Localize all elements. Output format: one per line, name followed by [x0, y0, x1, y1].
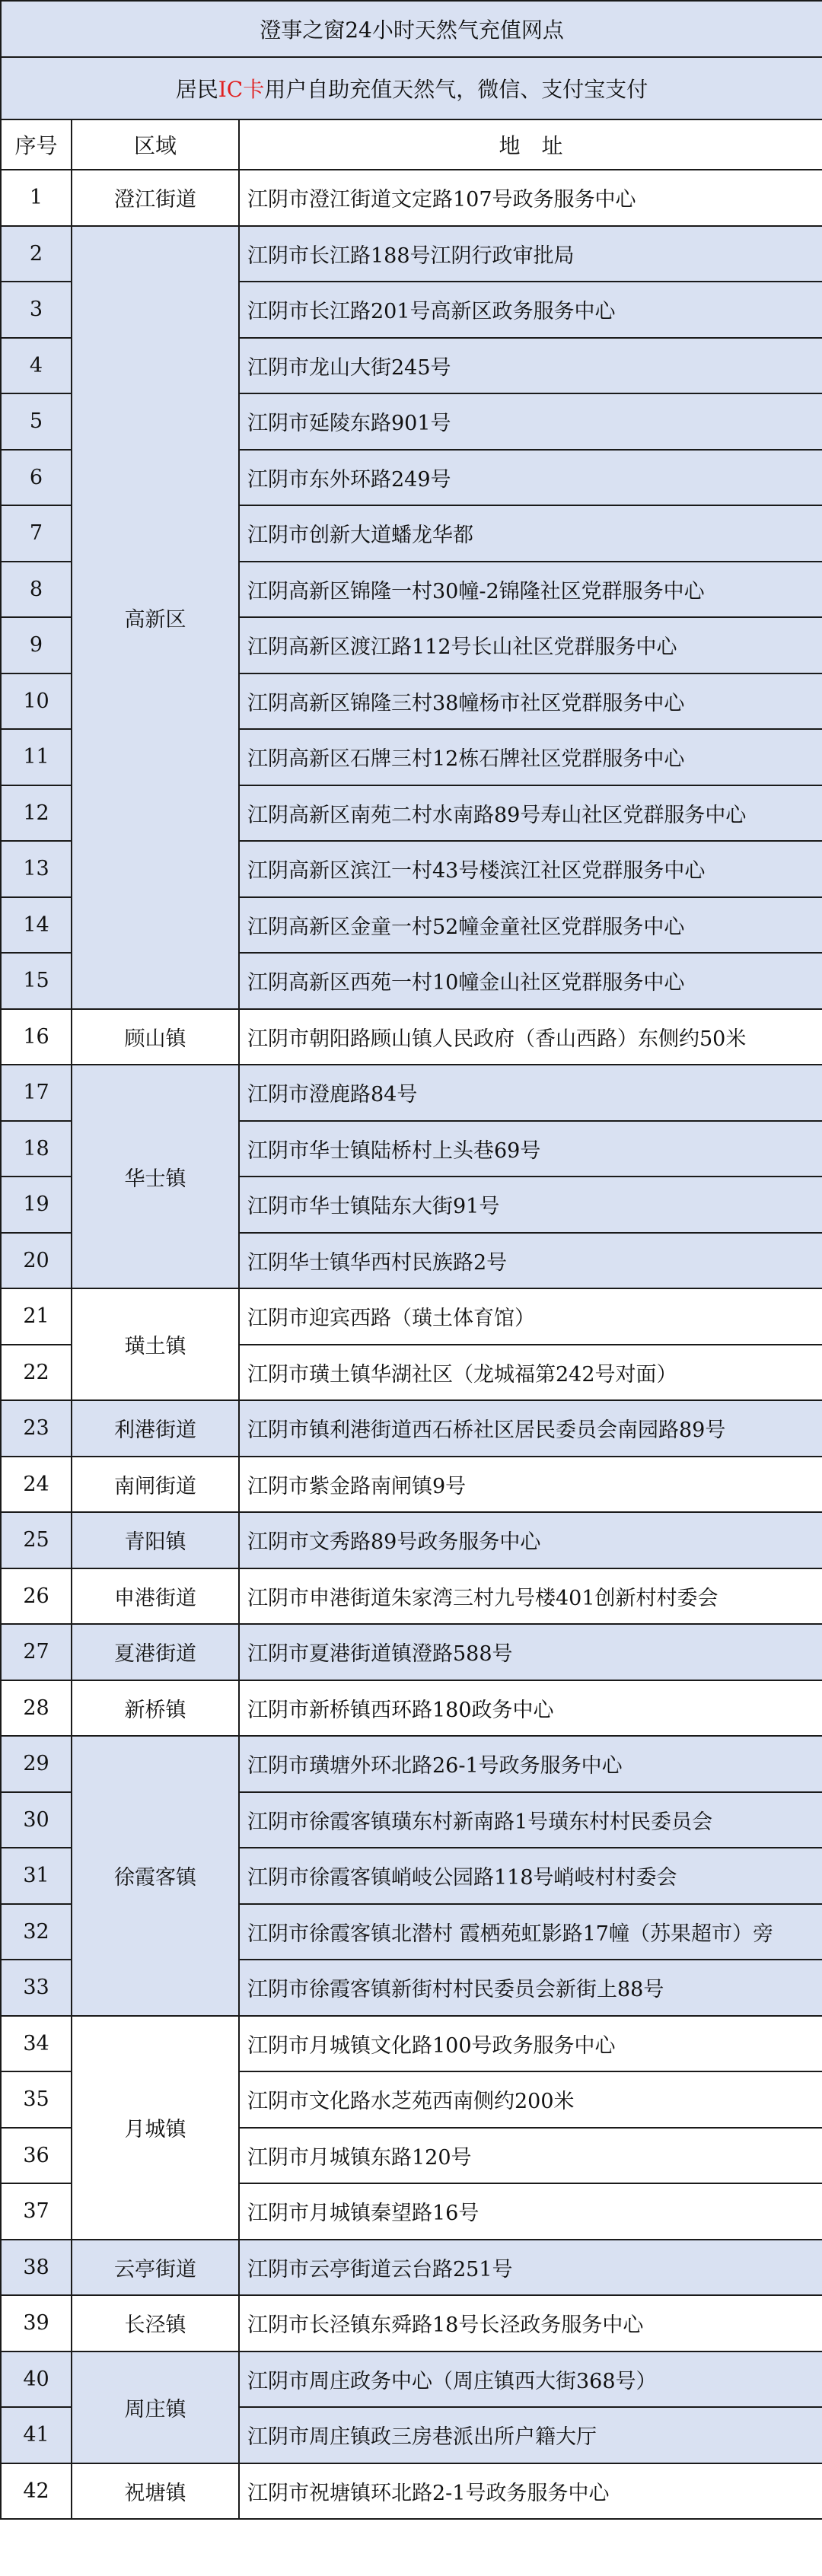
row-seq: 14 — [1, 897, 72, 954]
row-address: 江阴市长江路188号江阴行政审批局 — [239, 226, 822, 282]
row-seq: 28 — [1, 1680, 72, 1737]
row-area: 顾山镇 — [72, 1009, 239, 1065]
page-title: 澄事之窗24小时天然气充值网点 — [1, 1, 822, 57]
row-area: 云亭街道 — [72, 2240, 239, 2296]
row-seq: 21 — [1, 1288, 72, 1345]
table-row — [1, 2463, 822, 2520]
row-seq: 8 — [1, 562, 72, 618]
row-seq: 29 — [1, 1736, 72, 1792]
row-address: 江阴市东外环路249号 — [239, 450, 822, 506]
row-area: 高新区 — [72, 226, 239, 1009]
table-row — [1, 1288, 822, 1345]
row-seq: 31 — [1, 1848, 72, 1904]
table-row — [1, 2240, 822, 2296]
row-area: 澄江街道 — [72, 170, 239, 226]
row-seq: 1 — [1, 170, 72, 226]
row-seq: 9 — [1, 617, 72, 673]
table-row — [1, 170, 822, 226]
row-address: 江阴市华士镇陆东大街91号 — [239, 1177, 822, 1233]
row-area: 祝塘镇 — [72, 2463, 239, 2520]
row-address: 江阴市紫金路南闸镇9号 — [239, 1457, 822, 1513]
row-address: 江阴市文化路水芝苑西南侧约200米 — [239, 2071, 822, 2128]
row-seq: 33 — [1, 1960, 72, 2016]
subtitle-suffix: 用户自助充值天然气，微信、支付宝支付 — [264, 77, 648, 102]
header-area: 区域 — [72, 119, 239, 170]
row-address: 江阴市华士镇陆桥村上头巷69号 — [239, 1121, 822, 1177]
row-seq: 41 — [1, 2407, 72, 2463]
row-area: 青阳镇 — [72, 1512, 239, 1568]
row-area: 长泾镇 — [72, 2295, 239, 2352]
table-row — [1, 1009, 822, 1065]
row-area: 申港街道 — [72, 1568, 239, 1625]
row-seq: 7 — [1, 505, 72, 562]
row-address: 江阴市朝阳路顾山镇人民政府（香山西路）东侧约50米 — [239, 1009, 822, 1065]
row-address: 江阴高新区金童一村52幢金童社区党群服务中心 — [239, 897, 822, 954]
row-seq: 3 — [1, 282, 72, 338]
row-seq: 32 — [1, 1904, 72, 1960]
row-area: 华士镇 — [72, 1065, 239, 1288]
table-row — [1, 2295, 822, 2352]
row-address: 江阴市徐霞客镇新街村村民委员会新街上88号 — [239, 1960, 822, 2016]
row-seq: 2 — [1, 226, 72, 282]
row-seq: 40 — [1, 2352, 72, 2408]
subtitle-row — [1, 57, 822, 119]
row-seq: 5 — [1, 393, 72, 450]
row-seq: 17 — [1, 1065, 72, 1121]
table-row — [1, 1680, 822, 1737]
row-address: 江阴市璜土镇华湖社区（龙城福第242号对面） — [239, 1345, 822, 1401]
header-seq: 序号 — [1, 119, 72, 170]
row-address: 江阴市新桥镇西环路180政务中心 — [239, 1680, 822, 1737]
row-seq: 16 — [1, 1009, 72, 1065]
table-row — [1, 226, 822, 282]
row-seq: 23 — [1, 1400, 72, 1457]
row-seq: 37 — [1, 2183, 72, 2240]
row-seq: 27 — [1, 1624, 72, 1680]
row-seq: 13 — [1, 841, 72, 897]
row-address: 江阴高新区西苑一村10幢金山社区党群服务中心 — [239, 953, 822, 1009]
row-address: 江阴市周庄政务中心（周庄镇西大街368号） — [239, 2352, 822, 2408]
row-address: 江阴市璜塘外环北路26-1号政务服务中心 — [239, 1736, 822, 1792]
row-seq: 30 — [1, 1792, 72, 1848]
table-row — [1, 1512, 822, 1568]
row-address: 江阴市创新大道蟠龙华都 — [239, 505, 822, 562]
table-row — [1, 2016, 822, 2072]
row-address: 江阴市徐霞客镇峭岐公园路118号峭岐村村委会 — [239, 1848, 822, 1904]
row-area: 利港街道 — [72, 1400, 239, 1457]
row-seq: 36 — [1, 2128, 72, 2184]
header-row — [1, 119, 822, 170]
table-row — [1, 1400, 822, 1457]
row-address: 江阴高新区石牌三村12栋石牌社区党群服务中心 — [239, 729, 822, 785]
row-address: 江阴市澄鹿路84号 — [239, 1065, 822, 1121]
row-seq: 34 — [1, 2016, 72, 2072]
row-address: 江阴市徐霞客镇北潜村 霞栖苑虹影路17幢（苏果超市）旁 — [239, 1904, 822, 1960]
row-seq: 35 — [1, 2071, 72, 2128]
table-row — [1, 1736, 822, 1792]
row-seq: 4 — [1, 338, 72, 394]
title-row — [1, 1, 822, 57]
row-seq: 11 — [1, 729, 72, 785]
row-address: 江阴高新区锦隆三村38幢杨市社区党群服务中心 — [239, 673, 822, 730]
row-address: 江阴市云亭街道云台路251号 — [239, 2240, 822, 2296]
row-address: 江阴高新区渡江路112号长山社区党群服务中心 — [239, 617, 822, 673]
row-area: 新桥镇 — [72, 1680, 239, 1737]
row-address: 江阴市龙山大街245号 — [239, 338, 822, 394]
row-address: 江阴高新区南苑二村水南路89号寿山社区党群服务中心 — [239, 785, 822, 842]
table-row — [1, 1624, 822, 1680]
row-seq: 38 — [1, 2240, 72, 2296]
row-seq: 12 — [1, 785, 72, 842]
row-seq: 42 — [1, 2463, 72, 2520]
header-address: 地 址 — [239, 119, 822, 170]
row-address: 江阴市夏港街道镇澄路588号 — [239, 1624, 822, 1680]
table-row — [1, 2352, 822, 2408]
row-seq: 6 — [1, 450, 72, 506]
page-subtitle — [1, 57, 822, 119]
row-address: 江阴高新区锦隆一村30幢-2锦隆社区党群服务中心 — [239, 562, 822, 618]
row-address: 江阴市长泾镇东舜路18号长泾政务服务中心 — [239, 2295, 822, 2352]
row-seq: 22 — [1, 1345, 72, 1401]
row-address: 江阴市祝塘镇环北路2-1号政务服务中心 — [239, 2463, 822, 2520]
row-seq: 15 — [1, 953, 72, 1009]
row-seq: 39 — [1, 2295, 72, 2352]
row-address: 江阴高新区滨江一村43号楼滨江社区党群服务中心 — [239, 841, 822, 897]
row-area: 夏港街道 — [72, 1624, 239, 1680]
row-address: 江阴市月城镇文化路100号政务服务中心 — [239, 2016, 822, 2072]
row-seq: 26 — [1, 1568, 72, 1625]
row-area: 南闸街道 — [72, 1457, 239, 1513]
subtitle-highlight: IC卡 — [218, 77, 265, 102]
row-area: 月城镇 — [72, 2016, 239, 2240]
row-address: 江阴华士镇华西村民族路2号 — [239, 1233, 822, 1289]
row-area: 周庄镇 — [72, 2352, 239, 2463]
row-area: 徐霞客镇 — [72, 1736, 239, 2016]
row-seq: 25 — [1, 1512, 72, 1568]
row-address: 江阴市申港街道朱家湾三村九号楼401创新村村委会 — [239, 1568, 822, 1625]
row-area: 璜土镇 — [72, 1288, 239, 1400]
subtitle-prefix: 居民 — [175, 77, 218, 102]
row-seq: 24 — [1, 1457, 72, 1513]
row-address: 江阴市文秀路89号政务服务中心 — [239, 1512, 822, 1568]
row-address: 江阴市月城镇秦望路16号 — [239, 2183, 822, 2240]
table-row — [1, 1457, 822, 1513]
table-row — [1, 1568, 822, 1625]
row-seq: 20 — [1, 1233, 72, 1289]
row-address: 江阴市周庄镇政三房巷派出所户籍大厅 — [239, 2407, 822, 2463]
row-address: 江阴市澄江街道文定路107号政务服务中心 — [239, 170, 822, 226]
row-address: 江阴市月城镇东路120号 — [239, 2128, 822, 2184]
row-address: 江阴市镇利港街道西石桥社区居民委员会南园路89号 — [239, 1400, 822, 1457]
row-seq: 18 — [1, 1121, 72, 1177]
table-row — [1, 1065, 822, 1121]
row-address: 江阴市延陵东路901号 — [239, 393, 822, 450]
row-address: 江阴市迎宾西路（璜土体育馆） — [239, 1288, 822, 1345]
row-seq: 19 — [1, 1177, 72, 1233]
row-seq: 10 — [1, 673, 72, 730]
row-address: 江阴市徐霞客镇璜东村新南路1号璜东村村民委员会 — [239, 1792, 822, 1848]
row-address: 江阴市长江路201号高新区政务服务中心 — [239, 282, 822, 338]
